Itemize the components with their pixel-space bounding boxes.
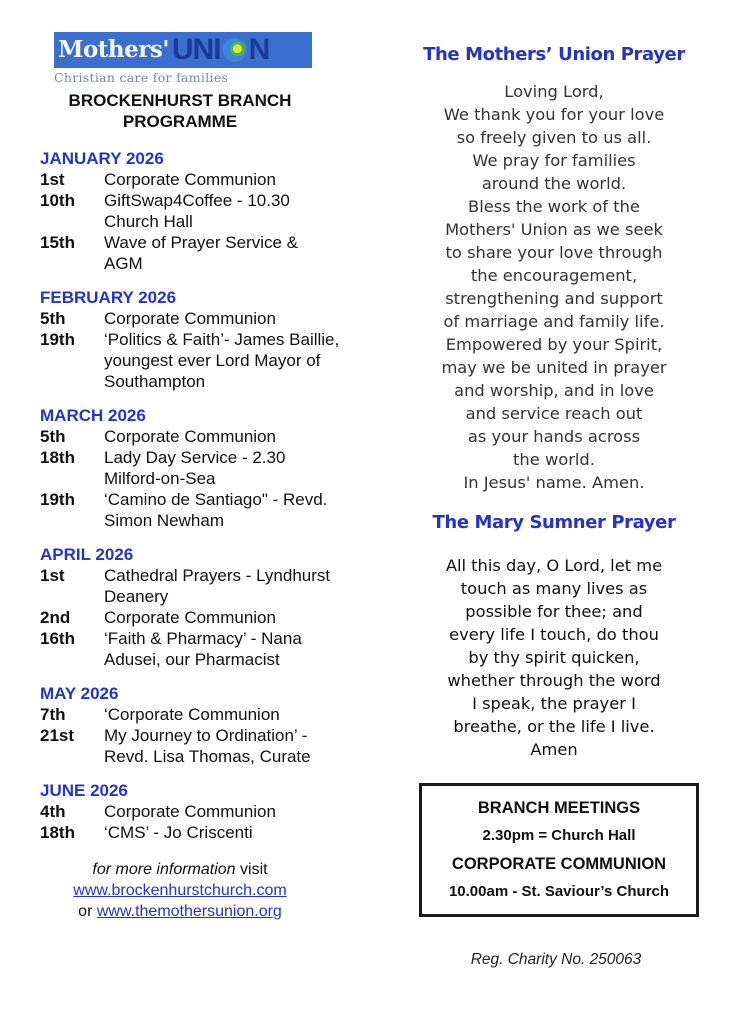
month-title: APRIL 2026	[40, 545, 134, 564]
or-text: or	[78, 903, 97, 920]
month-section	[40, 406, 340, 531]
event-row	[40, 329, 340, 392]
event-row	[40, 447, 340, 489]
event-date: 5th	[40, 427, 66, 446]
link-mothers-union[interactable]: www.themothersunion.org	[96, 903, 282, 920]
event-date: 21st	[40, 726, 75, 745]
event-date: 1st	[40, 566, 65, 585]
event-description: Wave of Prayer Service & AGM	[104, 233, 298, 273]
more-info	[40, 859, 320, 922]
month-section	[40, 781, 340, 843]
event-row	[40, 190, 340, 232]
event-row	[40, 725, 340, 767]
month-section	[40, 684, 340, 767]
corporate-communion-detail: 10.00am - St. Saviour’s Church	[448, 883, 670, 900]
logo-tagline: Christian care for families	[54, 70, 229, 85]
prayer-body: All this day, O Lord, let me touch as many lives as possible for thee; and every life I touch, do thou by thy spirit quicken, whether through the word I speak, the prayer I breathe, or the life I live. Amen	[445, 556, 663, 759]
event-row	[40, 801, 340, 822]
programme-title	[40, 90, 320, 132]
logo-mothers-text: Mothers'	[58, 36, 169, 63]
event-row	[40, 489, 340, 531]
event-description: ‘CMS’ - Jo Criscenti	[104, 823, 253, 842]
event-date: 19th	[40, 330, 75, 349]
event-row	[40, 232, 340, 274]
branch-meetings-heading: BRANCH MEETINGS	[477, 799, 641, 817]
month-title: JUNE 2026	[40, 781, 128, 800]
months-list	[40, 149, 340, 843]
event-date: 7th	[40, 705, 66, 724]
logo-union-part-b: N	[248, 33, 270, 66]
branch-meetings-detail: 2.30pm = Church Hall	[482, 827, 636, 844]
month-title: MAY 2026	[40, 684, 119, 703]
event-description: ‘Faith & Pharmacy’ - Nana Adusei, our Pharmacist	[104, 629, 302, 669]
event-date: 5th	[40, 309, 66, 328]
event-date: 4th	[40, 802, 66, 821]
event-description: Cathedral Prayers - Lyndhurst Deanery	[104, 566, 331, 606]
month-title: FEBRUARY 2026	[40, 288, 177, 307]
month-section	[40, 288, 340, 392]
event-description: ‘Politics & Faith’- James Baillie, youngest ever Lord Mayor of Southampton	[104, 330, 340, 391]
event-row	[40, 822, 340, 843]
event-description: Corporate Communion	[104, 170, 276, 189]
event-date: 15th	[40, 233, 75, 252]
prayer-title: The Mary Sumner Prayer	[432, 512, 676, 533]
event-date: 19th	[40, 490, 75, 509]
link-brockenhurst-church[interactable]: www.brockenhurstchurch.com	[73, 882, 287, 899]
prayer-title: The Mothers’ Union Prayer	[423, 44, 685, 65]
event-row	[40, 704, 340, 725]
mary-sumner-prayer	[405, 512, 703, 761]
meetings-box	[419, 783, 699, 917]
event-date: 10th	[40, 191, 75, 210]
event-row	[40, 607, 340, 628]
event-description: ‘Camino de Santiago" - Revd. Simon Newham	[104, 490, 328, 530]
programme-title-line2: PROGRAMME	[122, 112, 238, 131]
event-row	[40, 565, 340, 607]
event-description: Corporate Communion	[104, 427, 276, 446]
prayer-body: Loving Lord, We thank you for your love so freely given to us all. We pray for families around the world. Bless the work of the Mothers' Union as we seek to share your love through the encouragement, strengthening and support of marriage and family life. Empowered by your Spirit, may we be united in prayer and worship, and in love and service reach out as your hands across the world. In Jesus' name. Amen.	[441, 82, 667, 492]
mothers-union-prayer	[405, 44, 703, 494]
event-date: 16th	[40, 629, 75, 648]
event-description: GiftSwap4Coffee - 10.30 Church Hall	[104, 191, 290, 231]
event-description: Lady Day Service - 2.30 Milford-on-Sea	[104, 448, 286, 488]
logo-union-text	[172, 32, 269, 68]
more-info-visit: visit	[235, 861, 268, 878]
logo-union-part-a: UNI	[171, 33, 221, 66]
event-description: ‘Corporate Communion	[104, 705, 280, 724]
month-title: JANUARY 2026	[40, 149, 164, 168]
event-date: 2nd	[40, 608, 71, 627]
event-description: My Journey to Ordination’ - Revd. Lisa Thomas, Curate	[104, 726, 311, 766]
logo-banner	[54, 32, 312, 68]
programme-title-line1: BROCKENHURST BRANCH	[68, 91, 292, 110]
event-description: Corporate Communion	[104, 309, 276, 328]
month-title: MARCH 2026	[40, 406, 146, 425]
event-description: Corporate Communion	[104, 608, 276, 627]
event-row	[40, 169, 340, 190]
event-date: 18th	[40, 448, 75, 467]
event-row	[40, 426, 340, 447]
prayers-column	[405, 44, 703, 969]
corporate-communion-heading: CORPORATE COMMUNION	[451, 855, 667, 873]
globe-icon	[223, 38, 247, 62]
event-row	[40, 628, 340, 670]
charity-number: Reg. Charity No. 250063	[470, 951, 642, 968]
programme-column	[40, 32, 340, 922]
mothers-union-logo	[54, 32, 312, 86]
event-row	[40, 308, 340, 329]
event-date: 1st	[40, 170, 65, 189]
event-description: Corporate Communion	[104, 802, 276, 821]
event-date: 18th	[40, 823, 75, 842]
month-section	[40, 149, 340, 274]
more-info-lead: for more information	[92, 861, 236, 878]
month-section	[40, 545, 340, 670]
